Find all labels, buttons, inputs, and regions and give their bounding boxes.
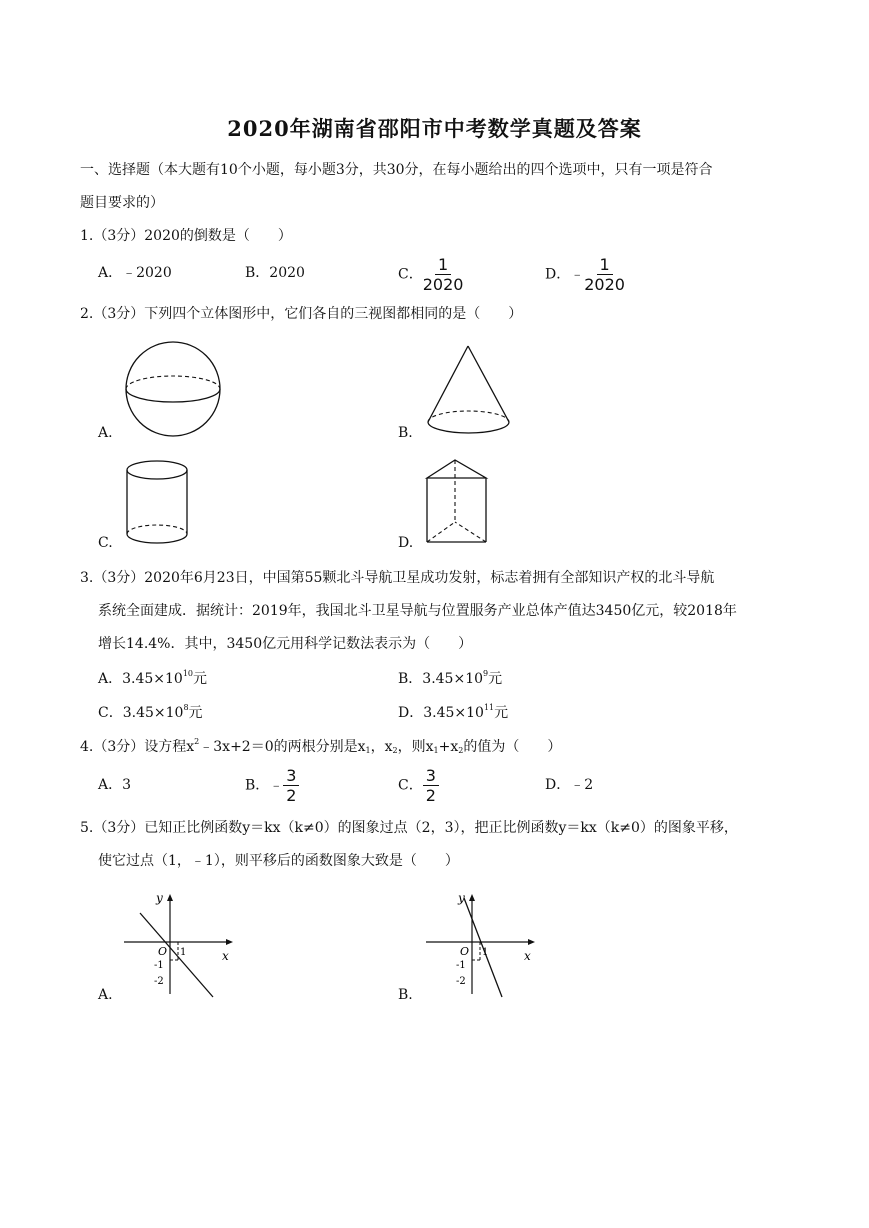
q3-option-c — [98, 703, 203, 723]
cylinder-figure — [120, 455, 200, 555]
fraction-denominator: 2 — [286, 786, 297, 805]
q2-option-b-label: B. — [398, 425, 413, 441]
text: ，x — [370, 739, 393, 755]
y-tick-neg2: -2 — [456, 976, 466, 987]
unit: 元 — [494, 705, 509, 721]
q4-option-c-label: C． — [398, 777, 423, 794]
q4-option-a: A．3 — [98, 777, 132, 793]
fraction-numerator: 3 — [423, 767, 439, 786]
text: 的值为（ ） — [463, 739, 562, 755]
page-title: 2020年湖南省邵阳市中考数学真题及答案 — [227, 116, 642, 141]
subscript: 2 — [458, 746, 464, 755]
y-tick-neg1: -1 — [154, 960, 164, 971]
subscript: 2 — [392, 746, 398, 755]
text: +x — [438, 739, 459, 755]
y-axis-label: y — [458, 891, 465, 905]
q5-option-b-label: B. — [398, 987, 413, 1003]
q1-stem: 1.（3分）2020的倒数是（ ） — [80, 228, 292, 244]
x-tick-1: 1 — [180, 947, 187, 958]
q1-option-d-label: D．﹣ — [545, 266, 585, 283]
cone-figure — [420, 342, 520, 442]
q5-stem-line2: 使它过点（1，﹣1），则平移后的函数图象大致是（ ） — [98, 853, 459, 869]
fraction-denominator: 2020 — [584, 275, 625, 294]
y-tick-neg2: -2 — [154, 976, 164, 987]
unit: 元 — [193, 671, 208, 687]
q5-graph-a — [118, 884, 243, 999]
subscript: 1 — [365, 746, 371, 755]
fraction-denominator: 2020 — [422, 275, 464, 294]
q2-option-a-label: A. — [98, 425, 113, 441]
origin-label: O — [158, 945, 168, 958]
option-text: B．3.45×10 — [398, 671, 484, 687]
q3-option-a — [98, 669, 207, 689]
q2-stem: 2.（3分）下列四个立体图形中，它们各自的三视图都相同的是（ ） — [80, 306, 523, 322]
unit: 元 — [488, 671, 503, 687]
q1-option-c — [398, 256, 463, 293]
q1-option-d-fraction — [584, 256, 625, 293]
q1-option-c-fraction — [423, 256, 464, 293]
origin-label: O — [460, 945, 470, 958]
q5-graph-b — [420, 884, 545, 999]
x-tick-1: 1 — [482, 947, 489, 958]
fraction-numerator: 1 — [435, 256, 451, 275]
sphere-figure — [120, 340, 230, 440]
exponent: 8 — [183, 703, 189, 712]
section-heading-line2: 题目要求的） — [80, 195, 164, 211]
unit: 元 — [188, 705, 203, 721]
q3-stem-line1: 3.（3分）2020年6月23日，中国第55颗北斗导航卫星成功发射，标志着拥有全部知识产权的北斗导航 — [80, 570, 715, 586]
x-axis-label: x — [524, 949, 531, 963]
q4-option-b-label: B．﹣ — [245, 777, 284, 794]
q1-option-c-label: C． — [398, 266, 423, 283]
q3-stem-line3: 增长14.4%．其中，3450亿元用科学记数法表示为（ ） — [98, 636, 473, 652]
q1-option-b: B．2020 — [245, 265, 305, 281]
exponent: 9 — [483, 669, 489, 678]
y-axis-label: y — [156, 891, 163, 905]
text: 4.（3分）设方程x — [80, 739, 195, 755]
q2-option-c-label: C. — [98, 535, 113, 551]
text: ﹣3x+2＝0的两根分别是x — [199, 739, 366, 755]
q1-option-a: A．﹣2020 — [98, 265, 172, 281]
option-text: D．3.45×10 — [398, 705, 484, 721]
subscript: 1 — [433, 746, 439, 755]
exponent: 10 — [182, 669, 194, 678]
q4-stem — [80, 737, 561, 757]
q5-stem-line1: 5.（3分）已知正比例函数y＝kx（k≠0）的图象过点（2，3），把正比例函数y＝kx（k≠0）的图象平移， — [80, 820, 738, 836]
q4-option-d: D．﹣2 — [545, 777, 594, 793]
q3-option-b — [398, 669, 502, 689]
q4-option-c — [398, 767, 439, 804]
exponent: 2 — [194, 737, 200, 746]
q4-option-b-fraction — [283, 767, 299, 804]
q2-option-d-label: D. — [398, 535, 414, 551]
q5-option-a-label: A. — [98, 987, 113, 1003]
fraction-numerator: 1 — [597, 256, 613, 275]
q3-stem-line2: 系统全面建成．据统计：2019年，我国北斗卫星导航与位置服务产业总体产值达3450亿元，较2018年 — [98, 603, 737, 619]
section-heading-line1: 一、选择题（本大题有10个小题，每小题3分，共30分，在每小题给出的四个选项中，只有一项是符合 — [80, 162, 713, 178]
q3-option-d — [398, 703, 508, 723]
x-axis-label: x — [222, 949, 229, 963]
triangular-prism-figure — [420, 455, 500, 550]
fraction-numerator: 3 — [283, 767, 299, 786]
option-text: C．3.45×10 — [98, 705, 184, 721]
q4-option-b — [245, 767, 299, 804]
exponent: 11 — [483, 703, 495, 712]
option-text: A．3.45×10 — [98, 671, 183, 687]
q4-option-c-fraction — [423, 767, 439, 804]
y-tick-neg1: -1 — [456, 960, 466, 971]
text: ，则x — [397, 739, 434, 755]
fraction-denominator: 2 — [425, 786, 436, 805]
q1-option-d — [545, 256, 625, 293]
